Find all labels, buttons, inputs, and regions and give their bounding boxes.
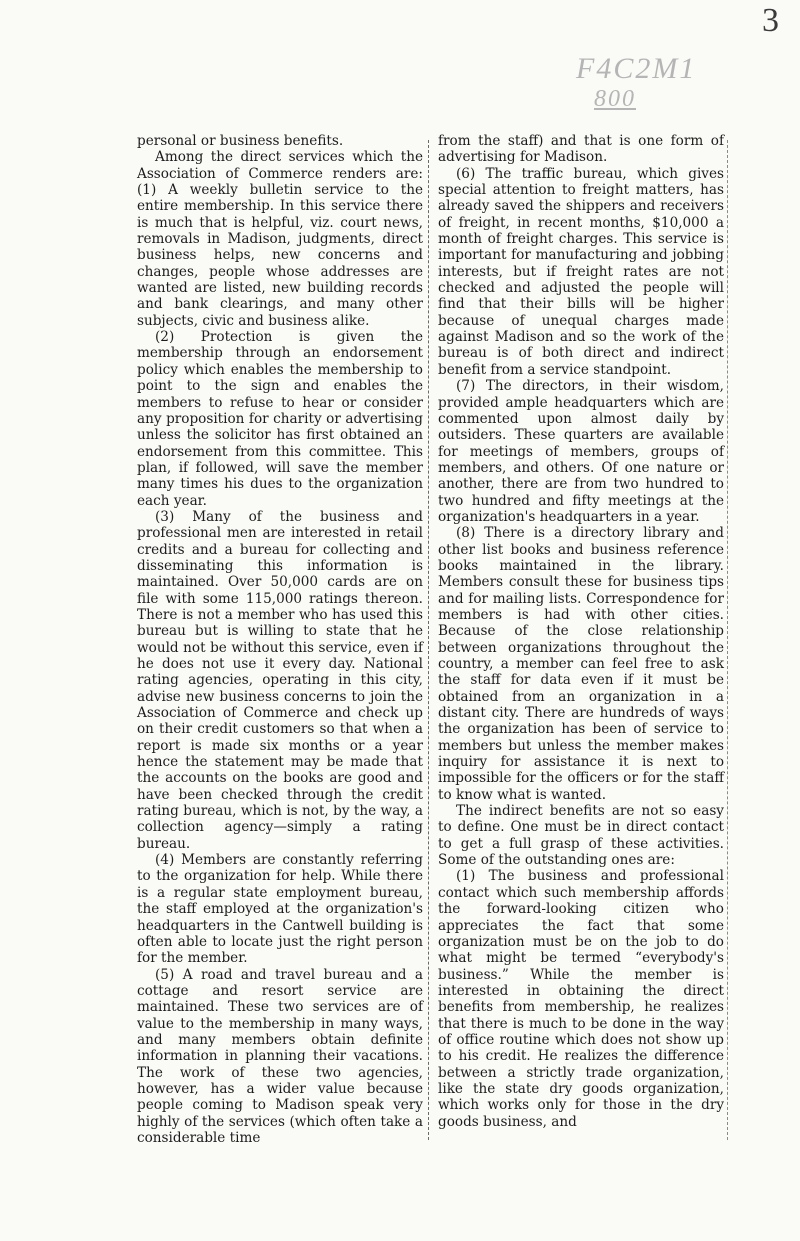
paragraph-employment: (4) Members are constantly referring to the organization for help. While there is a regular state employment bureau, the staff employed at the organization's headquarters in the Cantwell building is often able to locate just the right person for the member.: [137, 852, 423, 967]
right-column-edge: [727, 140, 728, 1140]
paragraph-protection: (2) Protection is given the membership through an endorsement policy which enables the membership to point to the sign and enables the members to refuse to hear or consider any proposition for charity or advertising unless the solicitor has first obtained an endorsement from this committee. This plan, if followed, will save the member many times his dues to the organization each year.: [137, 329, 423, 509]
paragraph-traffic-bureau: (6) The traffic bureau, which gives special attention to freight matters, has already saved the shippers and receivers of freight, in recent months, $10,000 a month of freight charges. This service is important for manufacturing and jobbing interests, but if freight rates are not checked and adjusted the people will find that their bills will be higher because of unequal charges made against Madison and so the work of the bureau is of both direct and indirect benefit from a service standpoint.: [438, 165, 724, 378]
handwritten-note-code: F4C2M1: [576, 52, 697, 85]
paragraph-library: (8) There is a directory library and other list books and business reference books maintained in the library. Members consult these for business tips and for mailing lists. Correspondence for members is had with other cities. Because of the close relationship between organizations throughout the country, a member can feel free to ask the staff for data even if it must be obtained from an organization in a distant city. There are hundreds of ways the organization has been of service to members but unless the member makes inquiry for assistance it is next to impossible for the officers or for the staff to know what is wanted.: [438, 525, 724, 803]
right-text-column: [438, 133, 724, 1130]
paragraph-direct-services-intro: Among the direct services which the Association of Commerce renders are: (1) A weekly bulletin service to the entire membership. In this service there is much that is helpful, viz. court news, removals in Madison, judgments, direct business helps, new concerns and changes, people whose addresses are wanted are listed, new building records and bank clearings, and many other subjects, civic and business alike.: [137, 149, 423, 329]
page-number: 3: [762, 2, 779, 39]
paragraph-travel-bureau: (5) A road and travel bureau and a cottage and resort service are maintained. These two services are of value to the membership in many ways, and many members obtain definite information in planning their vacations. The work of these two agencies, however, has a wider value because people coming to Madison speak very highly of the services (which often take a considerable time: [137, 966, 423, 1146]
column-divider: [428, 140, 429, 1140]
paragraph-headquarters: (7) The directors, in their wisdom, provided ample headquarters which are commented upon almost daily by outsiders. These quarters are available for meetings of members, groups of members, and others. Of one nature or another, there are from two hundred to two hundred and fifty meetings at the organization's headquarters in a year.: [438, 378, 724, 525]
paragraph-indirect-benefits: The indirect benefits are not so easy to define. One must be in direct contact to get a full grasp of these activities. Some of the outstanding ones are:: [438, 803, 724, 869]
paragraph-continuation-right: from the staff) and that is one form of advertising for Madison.: [438, 133, 724, 166]
handwritten-note-number: 800: [594, 86, 636, 112]
paragraph-credit-bureau: (3) Many of the business and professional men are interested in retail credits and a bureau for collecting and disseminating this information is maintained. Over 50,000 cards are on file with some 115,000 ratings thereon. There is not a member who has used this bureau but is willing to state that he would not be without this service, even if he does not use it every day. National rating agencies, operating in this city, advise new business concerns to join the Association of Commerce and check up on their credit customers so that when a report is made six months or a year hence the statement may be made that the accounts on the books are good and have been checked through the credit rating bureau, which is not, by the way, a collection agency—simply a rating bureau.: [137, 508, 423, 852]
paragraph-continuation: personal or business benefits.: [137, 133, 344, 149]
left-text-column: [137, 133, 423, 1146]
paragraph-professional-contact: (1) The business and professional contact which such membership affords the forward-looking citizen who appreciates the fact that some organization must be on the job to do what might be termed “everybody's business.” While the member is interested in obtaining the direct benefits from membership, he realizes that there is much to be done in the way of office routine which does not show up to his credit. He realizes the difference between a strictly trade organization, like the state dry goods organization, which works only for those in the dry goods business, and: [438, 868, 724, 1130]
